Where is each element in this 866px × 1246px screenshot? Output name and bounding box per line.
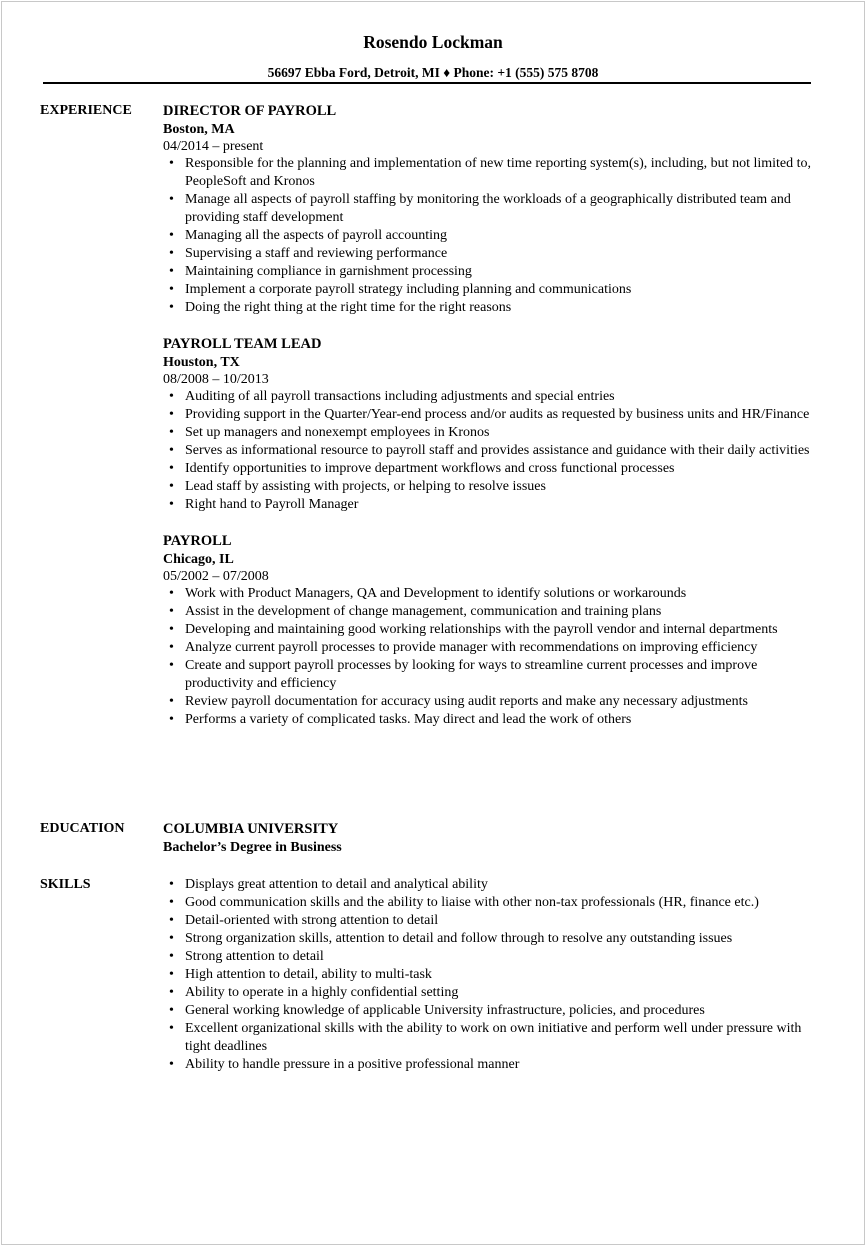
- skills-list: [163, 876, 823, 1074]
- job-bullet: • Set up managers and nonexempt employees in Kronos: [163, 424, 823, 442]
- education-entry: [163, 820, 823, 857]
- job-bullet: • Providing support in the Quarter/Year-end process and/or audits as requested by business units and HR/Finance: [163, 406, 823, 424]
- job-bullet: • Performs a variety of complicated tasks. May direct and lead the work of others: [163, 711, 823, 729]
- job-title: PAYROLL TEAM LEAD: [163, 336, 322, 352]
- skill-item: • Strong organization skills, attention to detail and follow through to resolve any outstanding issues: [163, 930, 823, 948]
- job-title: PAYROLL: [163, 533, 232, 549]
- skill-item: • Displays great attention to detail and analytical ability: [163, 876, 823, 894]
- job-entry: [163, 335, 823, 514]
- skill-item: • Good communication skills and the ability to liaise with other non-tax professionals (HR, finance etc.): [163, 894, 823, 912]
- job-location: Chicago, IL: [163, 552, 234, 567]
- job-bullet: • Identify opportunities to improve department workflows and cross functional processes: [163, 460, 823, 478]
- experience-heading: EXPERIENCE: [40, 103, 132, 118]
- skill-item: • Ability to operate in a highly confidential setting: [163, 984, 823, 1002]
- education-heading: EDUCATION: [40, 821, 125, 836]
- experience-list: [163, 102, 823, 747]
- job-bullet: • Manage all aspects of payroll staffing by monitoring the workloads of a geographically distributed team and providing staff development: [163, 191, 823, 227]
- job-title: DIRECTOR OF PAYROLL: [163, 103, 337, 119]
- candidate-name: Rosendo Lockman: [363, 32, 503, 52]
- school-name: COLUMBIA UNIVERSITY: [163, 821, 339, 837]
- job-bullet: • Maintaining compliance in garnishment processing: [163, 263, 823, 281]
- job-bullet: • Doing the right thing at the right time for the right reasons: [163, 299, 823, 317]
- job-bullet: • Review payroll documentation for accuracy using audit reports and make any necessary adjustments: [163, 693, 823, 711]
- job-bullet: • Supervising a staff and reviewing performance: [163, 245, 823, 263]
- job-bullet: • Right hand to Payroll Manager: [163, 496, 823, 514]
- job-bullet: • Auditing of all payroll transactions including adjustments and special entries: [163, 388, 823, 406]
- job-bullets: [163, 155, 823, 317]
- job-bullets: [163, 585, 823, 729]
- skills-entry: [163, 876, 823, 1074]
- job-bullet: • Lead staff by assisting with projects, or helping to resolve issues: [163, 478, 823, 496]
- job-bullet: • Create and support payroll processes by looking for ways to streamline current processes and improve productivity and efficiency: [163, 657, 823, 693]
- job-location: Houston, TX: [163, 355, 240, 370]
- skills-heading: SKILLS: [40, 877, 91, 892]
- job-bullet: • Assist in the development of change management, communication and training plans: [163, 603, 823, 621]
- job-bullet: • Implement a corporate payroll strategy including planning and communications: [163, 281, 823, 299]
- job-bullet: • Serves as informational resource to payroll staff and provides assistance and guidance with their daily activities: [163, 442, 823, 460]
- job-entry: [163, 102, 823, 317]
- resume-page: [1, 1, 865, 1245]
- job-entry: [163, 532, 823, 729]
- job-bullet: • Work with Product Managers, QA and Development to identify solutions or workarounds: [163, 585, 823, 603]
- skill-item: • Ability to handle pressure in a positive professional manner: [163, 1056, 823, 1074]
- job-bullet: • Developing and maintaining good working relationships with the payroll vendor and internal departments: [163, 621, 823, 639]
- job-location: Boston, MA: [163, 122, 235, 137]
- skill-item: • Strong attention to detail: [163, 948, 823, 966]
- job-dates: 05/2002 – 07/2008: [163, 569, 269, 584]
- job-bullet: • Managing all the aspects of payroll accounting: [163, 227, 823, 245]
- job-dates: 08/2008 – 10/2013: [163, 372, 269, 387]
- job-bullet: • Responsible for the planning and implementation of new time reporting system(s), including, but not limited to, PeopleSoft and Kronos: [163, 155, 823, 191]
- contact-line: 56697 Ebba Ford, Detroit, MI ♦ Phone: +1 (555) 575 8708: [267, 65, 599, 80]
- job-bullet: • Analyze current payroll processes to provide manager with recommendations on improving efficiency: [163, 639, 823, 657]
- skill-item: • General working knowledge of applicable University infrastructure, policies, and procedures: [163, 1002, 823, 1020]
- skill-item: • Excellent organizational skills with the ability to work on own initiative and perform well under pressure with tight deadlines: [163, 1020, 823, 1056]
- job-bullets: [163, 388, 823, 514]
- skill-item: • Detail-oriented with strong attention to detail: [163, 912, 823, 930]
- header-divider: [43, 82, 811, 84]
- job-dates: 04/2014 – present: [163, 139, 264, 154]
- degree: Bachelor’s Degree in Business: [163, 840, 342, 855]
- skill-item: • High attention to detail, ability to multi-task: [163, 966, 823, 984]
